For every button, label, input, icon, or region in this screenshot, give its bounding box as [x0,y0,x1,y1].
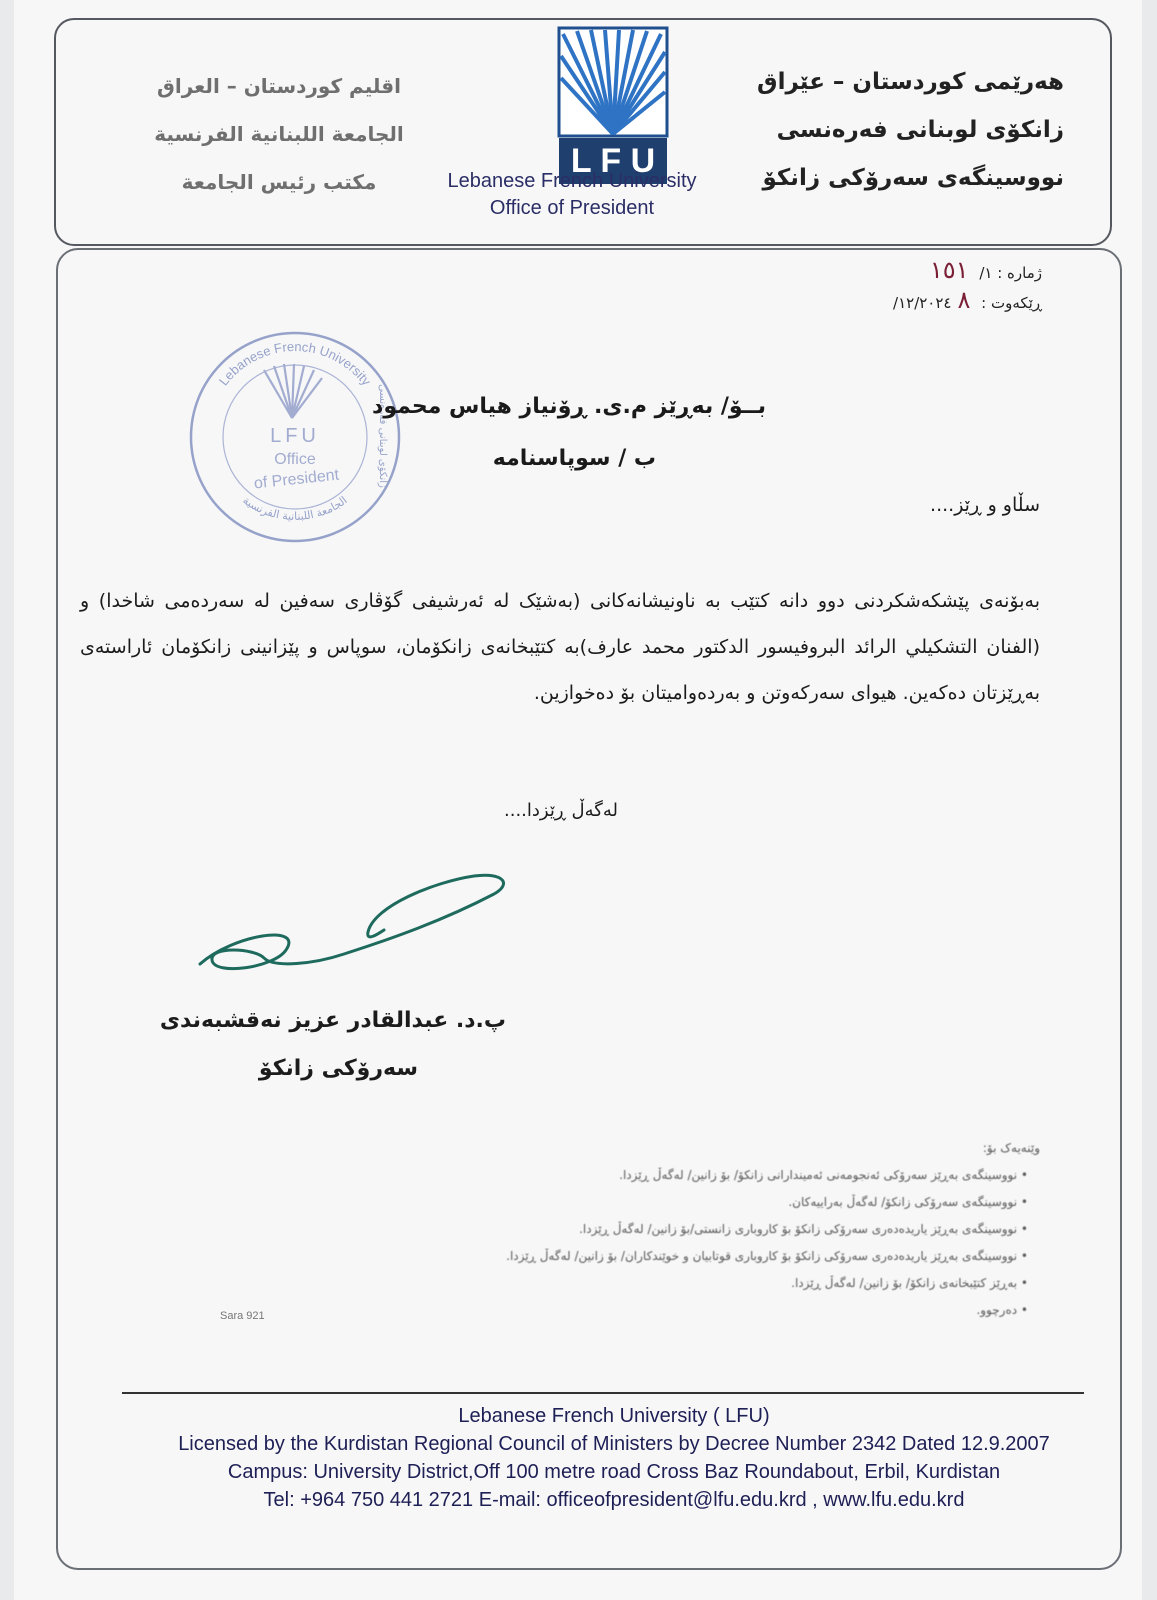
kurdish-university: زانکۆی لوبنانی فەرەنسی [776,117,1064,143]
subject-line: ب / سوپاسنامە [492,446,656,471]
stamp-ring-bottom: الجامعة اللبنانية الفرنسية [240,493,350,523]
date-suffix: /١٢/٢٠٢٤ [893,294,952,312]
number-prefix: ١/ [979,264,993,282]
recipient-line: بــۆ/ بەڕێز م.ی. ڕۆنیاز هیاس محمود [372,394,766,419]
letter-page [14,0,1142,1600]
stamp-line-office: Office [274,451,316,468]
date-handwritten: ٨ [957,286,971,314]
svg-text:Lebanese French University [216,339,375,389]
stamp-ring-top: Lebanese French University [215,338,375,389]
footer [134,1402,1094,1514]
number-label: ژمارە : [997,264,1042,282]
cc-item: • نووسینگەی بەڕێز یاریدەدەری سەرۆکی زانکۆ بۆ کاروباری زانستی/بۆ زانین/ لەگەڵ ڕێزدا. [400,1216,1028,1243]
cc-list [400,1135,1040,1324]
arabic-university: الجامعة اللبنانية الفرنسية [154,122,404,146]
cc-item: • نووسینگەی سەرۆکی زانکۆ/ لەگەڵ بەراییەکان. [400,1189,1028,1216]
kurdish-office: نووسینگەی سەرۆکی زانکۆ [762,165,1064,191]
number-handwritten: ١٥١ [929,256,969,284]
arabic-region: اقليم كوردستان – العراق [156,74,402,98]
kurdish-region: هەرێمی کوردستان – عێراق [757,69,1064,95]
arabic-letterhead [124,62,434,206]
date-label: ڕێکەوت : [981,294,1042,312]
cc-item: • نووسینگەی بەڕێز یاریدەدەری سەرۆکی زانکۆ بۆ کاروباری قوتابیان و خوێندکاران/ بۆ زانین/ لەگەڵ ڕێزدا. [400,1243,1028,1270]
signer-title: سەرۆکی زانکۆ [258,1056,418,1081]
stamp-logo-rays [264,364,322,418]
footer-license: Licensed by the Kurdistan Regional Council of Ministers by Decree Number 2342 Dated 12.9.2007 [178,1433,1050,1455]
logo-text: L F U [570,142,656,180]
reference-date [802,286,1042,314]
letter-body: بەبۆنەی پێشکەشکردنی دوو دانە کتێب بە ناونیشانەکانی (بەشێک لە ئەرشیفی گۆڤاری سەفین لە سەردەمی شاخدا) و (الفنان التشكيلي الرائد البروفيسور الدكتور محمد عارف)بە کتێبخانەی زانکۆمان، سوپاس و پێزانینی زانکۆمان ئاراستەی بەڕێزتان دەکەین. هیوای سەرکەوتن و بەردەوامیتان بۆ دەخوازین. [80,590,1040,704]
footer-divider [122,1392,1084,1394]
stamp-line-president: of President [253,466,340,493]
arabic-office: مكتب رئيس الجامعة [181,170,377,194]
cc-item: • نووسینگەی بەڕێز سەرۆکی ئەنجومەنی ئەمیندارانی زانکۆ/ بۆ زانین/ لەگەڵ ڕێزدا. [400,1162,1028,1189]
reference-number [802,256,1042,284]
cc-heading: وێنەیەک بۆ: [982,1141,1040,1155]
lfu-logo [557,26,669,186]
closing: لەگەڵ ڕێزدا.... [504,800,618,821]
office-stamp [184,326,406,548]
typist-initials: Sara 921 [220,1310,265,1322]
signer-name: پ.د. عبدالقادر عزیز نەقشبەندی [159,1008,506,1033]
kurdish-letterhead [734,58,1064,202]
footer-contact: Tel: +964 750 441 2721 E-mail: officeofpresident@lfu.edu.krd , www.lfu.edu.krd [263,1489,965,1511]
university-name: Lebanese French University [447,170,697,192]
cc-item: • دەرچوو. [400,1297,1028,1324]
stamp-logo-text: LFU [270,425,320,447]
footer-campus: Campus: University District,Off 100 metre road Cross Baz Roundabout, Erbil, Kurdistan [227,1461,1001,1483]
handwritten-signature [194,872,524,992]
stamp-ring-right: زانکۆی لوبنانی فەرەنسی [377,384,388,488]
footer-university: Lebanese French University ( LFU) [458,1405,770,1427]
cc-item: • بەڕێز کتێبخانەی زانکۆ/ بۆ زانین/ لەگەڵ ڕێزدا. [400,1270,1028,1297]
logo-caption [414,168,730,222]
office-name: Office of President [489,197,655,219]
greeting: سڵاو و ڕێز.... [930,494,1040,516]
